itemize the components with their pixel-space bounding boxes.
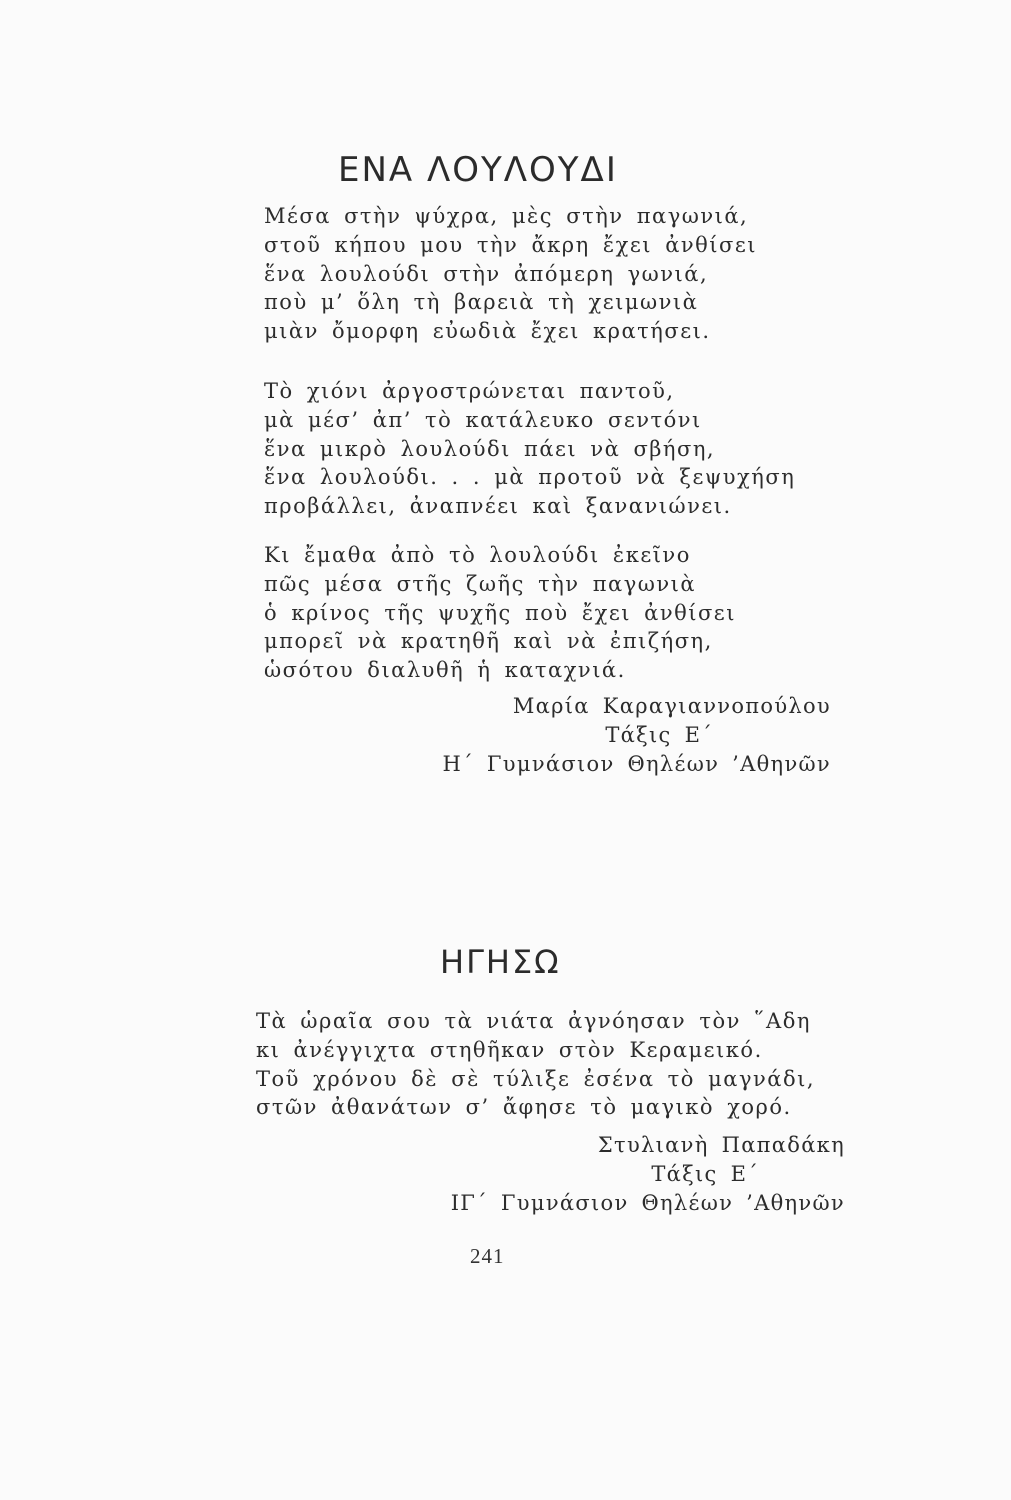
stanza <box>264 202 757 346</box>
poem-line: στοῦ κήπου μου τὴν ἄκρη ἔχει ἀνθίσει <box>264 232 757 257</box>
poem-line: κι ἀνέγγιχτα στηθῆκαν στὸν Κεραμεικό. <box>256 1037 763 1062</box>
author-school: ΙΓ΄ Γυμνάσιον Θηλέων ’Αθηνῶν <box>450 1191 845 1215</box>
poem-line: Μέσα στὴν ψύχρα, μὲς στὴν παγωνιά, <box>264 204 749 228</box>
poem-line: ὁ κρίνος τῆς ψυχῆς ποὺ ἔχει ἀνθίσει <box>264 600 736 625</box>
poem-line: ἕνα μικρὸ λουλούδι πάει νὰ σβήση, <box>264 436 716 461</box>
poem-line: ποὺ μ’ ὅλη τὴ βαρειὰ τὴ χειμωνιὰ <box>264 290 699 315</box>
poem-title: ΕΝΑ ΛΟΥΛΟΥΔΙ <box>338 150 618 190</box>
author-class: Τάξις Ε΄ <box>605 723 713 747</box>
poem-line: Τοῦ χρόνου δὲ σὲ τύλιξε ἐσένα τὸ μαγνάδι, <box>256 1066 815 1091</box>
stanza <box>256 1007 815 1122</box>
poem-line: ἕνα λουλούδι στὴν ἀπόμερη γωνιά, <box>264 261 709 286</box>
poem-line: Τὸ χιόνι ἀργοστρώνεται παντοῦ, <box>264 379 675 403</box>
poem-line: μιὰν ὄμορφη εὐωδιὰ ἔχει κρατήσει. <box>264 319 711 344</box>
poem-title: ΗΓΗΣΩ <box>440 943 561 981</box>
author-class: Τάξις Ε΄ <box>651 1162 759 1186</box>
poem-line: ἕνα λουλούδι. . . μὰ προτοῦ νὰ ξεψυχήση <box>264 465 796 490</box>
poem-line: Τὰ ὡραῖα σου τὰ νιάτα ἀγνόησαν τὸν ῞Αδη <box>256 1009 811 1033</box>
poem-line: στῶν ἀθανάτων σ’ ἄφησε τὸ μαγικὸ χορό. <box>256 1095 792 1120</box>
poem-line: προβάλλει, ἀναπνέει καὶ ξανανιώνει. <box>264 494 732 519</box>
page-number: 241 <box>470 1244 505 1268</box>
poem-line: μπορεῖ νὰ κρατηθῆ καὶ νὰ ἐπιζήση, <box>264 629 713 654</box>
poem-line: μὰ μέσ’ ἀπ’ τὸ κατάλευκο σεντόνι <box>264 407 702 432</box>
author-name: Στυλιανὴ Παπαδάκη <box>597 1133 845 1157</box>
author-name: Μαρία Καραγιαννοπούλου <box>512 694 831 718</box>
poem-line: Κι ἔμαθα ἀπὸ τὸ λουλούδι ἐκεῖνο <box>264 543 691 567</box>
stanza <box>264 541 736 685</box>
poem-signature <box>443 692 831 779</box>
poem-line: ὡσότου διαλυθῆ ἡ καταχνιά. <box>264 658 626 683</box>
author-school: Η΄ Γυμνάσιον Θηλέων ’Αθηνῶν <box>442 752 831 776</box>
poem-signature <box>451 1131 845 1218</box>
stanza <box>264 377 795 521</box>
poem-line: πῶς μέσα στῆς ζωῆς τὴν παγωνιὰ <box>264 571 697 596</box>
